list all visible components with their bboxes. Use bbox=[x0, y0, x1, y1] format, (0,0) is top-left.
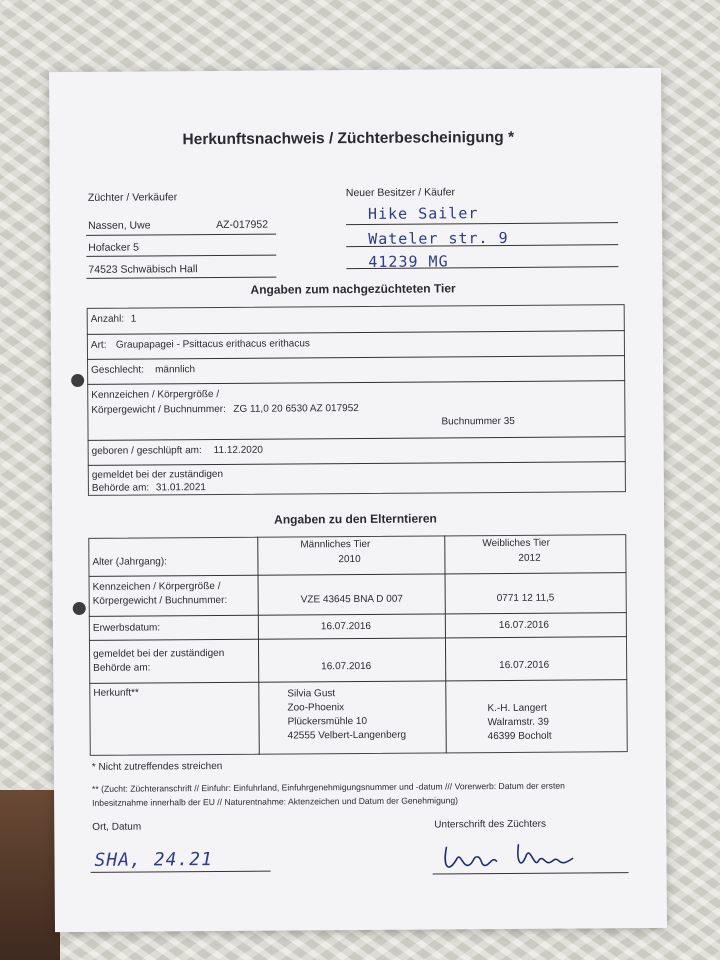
herkunft-label: Herkunft** bbox=[93, 687, 139, 699]
seller-street: Hofacker 5 bbox=[88, 241, 140, 254]
geschlecht-value: männlich bbox=[155, 364, 196, 376]
place-date-handwritten: SHA, 24.21 bbox=[94, 849, 213, 871]
buyer-name-handwritten: Hike Sailer bbox=[367, 204, 479, 223]
parents-kennz-label-2: Körpergewicht / Buchnummer: bbox=[92, 594, 228, 607]
herkunft-male-1: Silvia Gust bbox=[287, 688, 336, 700]
seller-city: 74523 Schwäbisch Hall bbox=[88, 263, 198, 276]
kennzeichen-value: ZG 11,0 20 6530 AZ 017952 bbox=[233, 402, 359, 415]
geboren-label: geboren / geschlüpft am: bbox=[91, 445, 202, 457]
place-date-line bbox=[91, 871, 271, 873]
kennzeichen-label-1: Kennzeichen / Körpergröße / bbox=[91, 388, 220, 401]
herkunft-male-4: 42555 Velbert-Langenberg bbox=[287, 729, 407, 742]
animal-gemeldet-label-1: gemeldet bei der zuständigen bbox=[91, 468, 224, 481]
parents-kennz-label-1: Kennzeichen / Körpergröße / bbox=[92, 580, 221, 593]
seller-name: Nassen, Uwe bbox=[88, 219, 151, 232]
seller-street-line bbox=[86, 255, 276, 257]
seller-city-line bbox=[86, 277, 276, 279]
certificate-page bbox=[49, 68, 667, 932]
seller-name-line bbox=[86, 234, 276, 236]
animal-heading: Angaben zum nachgezüchteten Tier bbox=[250, 281, 456, 297]
kennz-male: VZE 43645 BNA D 007 bbox=[300, 593, 404, 606]
floor-background bbox=[0, 790, 60, 960]
art-label: Art: bbox=[90, 339, 107, 351]
buchnummer-value: Buchnummer 35 bbox=[441, 415, 515, 428]
geschlecht-label: Geschlecht: bbox=[91, 364, 144, 376]
anzahl-value: 1 bbox=[130, 313, 137, 325]
herkunft-female-2: Walramstr. 39 bbox=[487, 716, 549, 729]
animal-gemeldet-value: 31.01.2021 bbox=[155, 482, 207, 494]
buyer-street-handwritten: Wateler str. 9 bbox=[368, 228, 509, 248]
footnote-double-star-line1: ** (Zucht: Züchteranschrift // Einfuhr: Einfuhrland, Einfuhrgenehmigungsnummer und -datum /// Vorerwerb: Datum der ersten bbox=[91, 780, 565, 794]
kennzeichen-label-2: Körpergewicht / Buchnummer: bbox=[91, 403, 226, 416]
alter-label: Alter (Jahrgang): bbox=[92, 556, 167, 568]
parents-heading: Angaben zu den Elterntieren bbox=[274, 511, 437, 527]
gemeldet-male: 16.07.2016 bbox=[321, 660, 372, 673]
herkunft-male-3: Plückersmühle 10 bbox=[287, 715, 368, 728]
parents-gemeldet-label-1: gemeldet bei der zuständigen bbox=[93, 647, 225, 660]
col-male-header: Männliches Tier bbox=[300, 538, 371, 551]
herkunft-female-3: 46399 Bocholt bbox=[487, 730, 552, 743]
herkunft-female-1: K.-H. Langert bbox=[487, 702, 547, 715]
erwerb-male: 16.07.2016 bbox=[320, 620, 371, 633]
document-title: Herkunftsnachweis / Züchterbescheinigung * bbox=[182, 128, 515, 149]
footnote-double-star-line2: Inbesitznahme innerhalb der EU // Naturentnahme: Aktenzeichen und Datum der Genehmigung) bbox=[92, 795, 459, 808]
erwerb-label: Erwerbsdatum: bbox=[92, 622, 161, 634]
seller-az: AZ-017952 bbox=[216, 218, 269, 231]
alter-male: 2010 bbox=[338, 553, 361, 566]
footnote-single-star: * Nicht zutreffendes streichen bbox=[91, 760, 223, 773]
geboren-value: 11.12.2020 bbox=[213, 444, 264, 457]
breeder-signature bbox=[438, 836, 608, 877]
art-value: Graupapagei - Psittacus erithacus erithacus bbox=[115, 338, 310, 351]
kennz-female: 0771 12 11,5 bbox=[496, 592, 555, 605]
gemeldet-female: 16.07.2016 bbox=[499, 659, 550, 672]
signature-label: Unterschrift des Züchters bbox=[434, 818, 547, 831]
place-date-label: Ort, Datum bbox=[92, 821, 142, 833]
anzahl-label: Anzahl: bbox=[90, 313, 125, 325]
animal-gemeldet-label-2: Behörde am: bbox=[91, 482, 150, 494]
col-female-header: Weibliches Tier bbox=[482, 537, 550, 550]
erwerb-female: 16.07.2016 bbox=[498, 619, 549, 632]
buyer-heading: Neuer Besitzer / Käufer bbox=[345, 186, 456, 200]
buyer-city-handwritten: 41239 MG bbox=[368, 252, 449, 271]
seller-heading: Züchter / Verkäufer bbox=[87, 191, 178, 204]
herkunft-male-2: Zoo-Phoenix bbox=[287, 702, 345, 714]
alter-female: 2012 bbox=[518, 552, 541, 564]
punch-hole-bottom bbox=[73, 602, 86, 615]
punch-hole-top bbox=[71, 374, 84, 387]
parents-gemeldet-label-2: Behörde am: bbox=[93, 662, 151, 674]
